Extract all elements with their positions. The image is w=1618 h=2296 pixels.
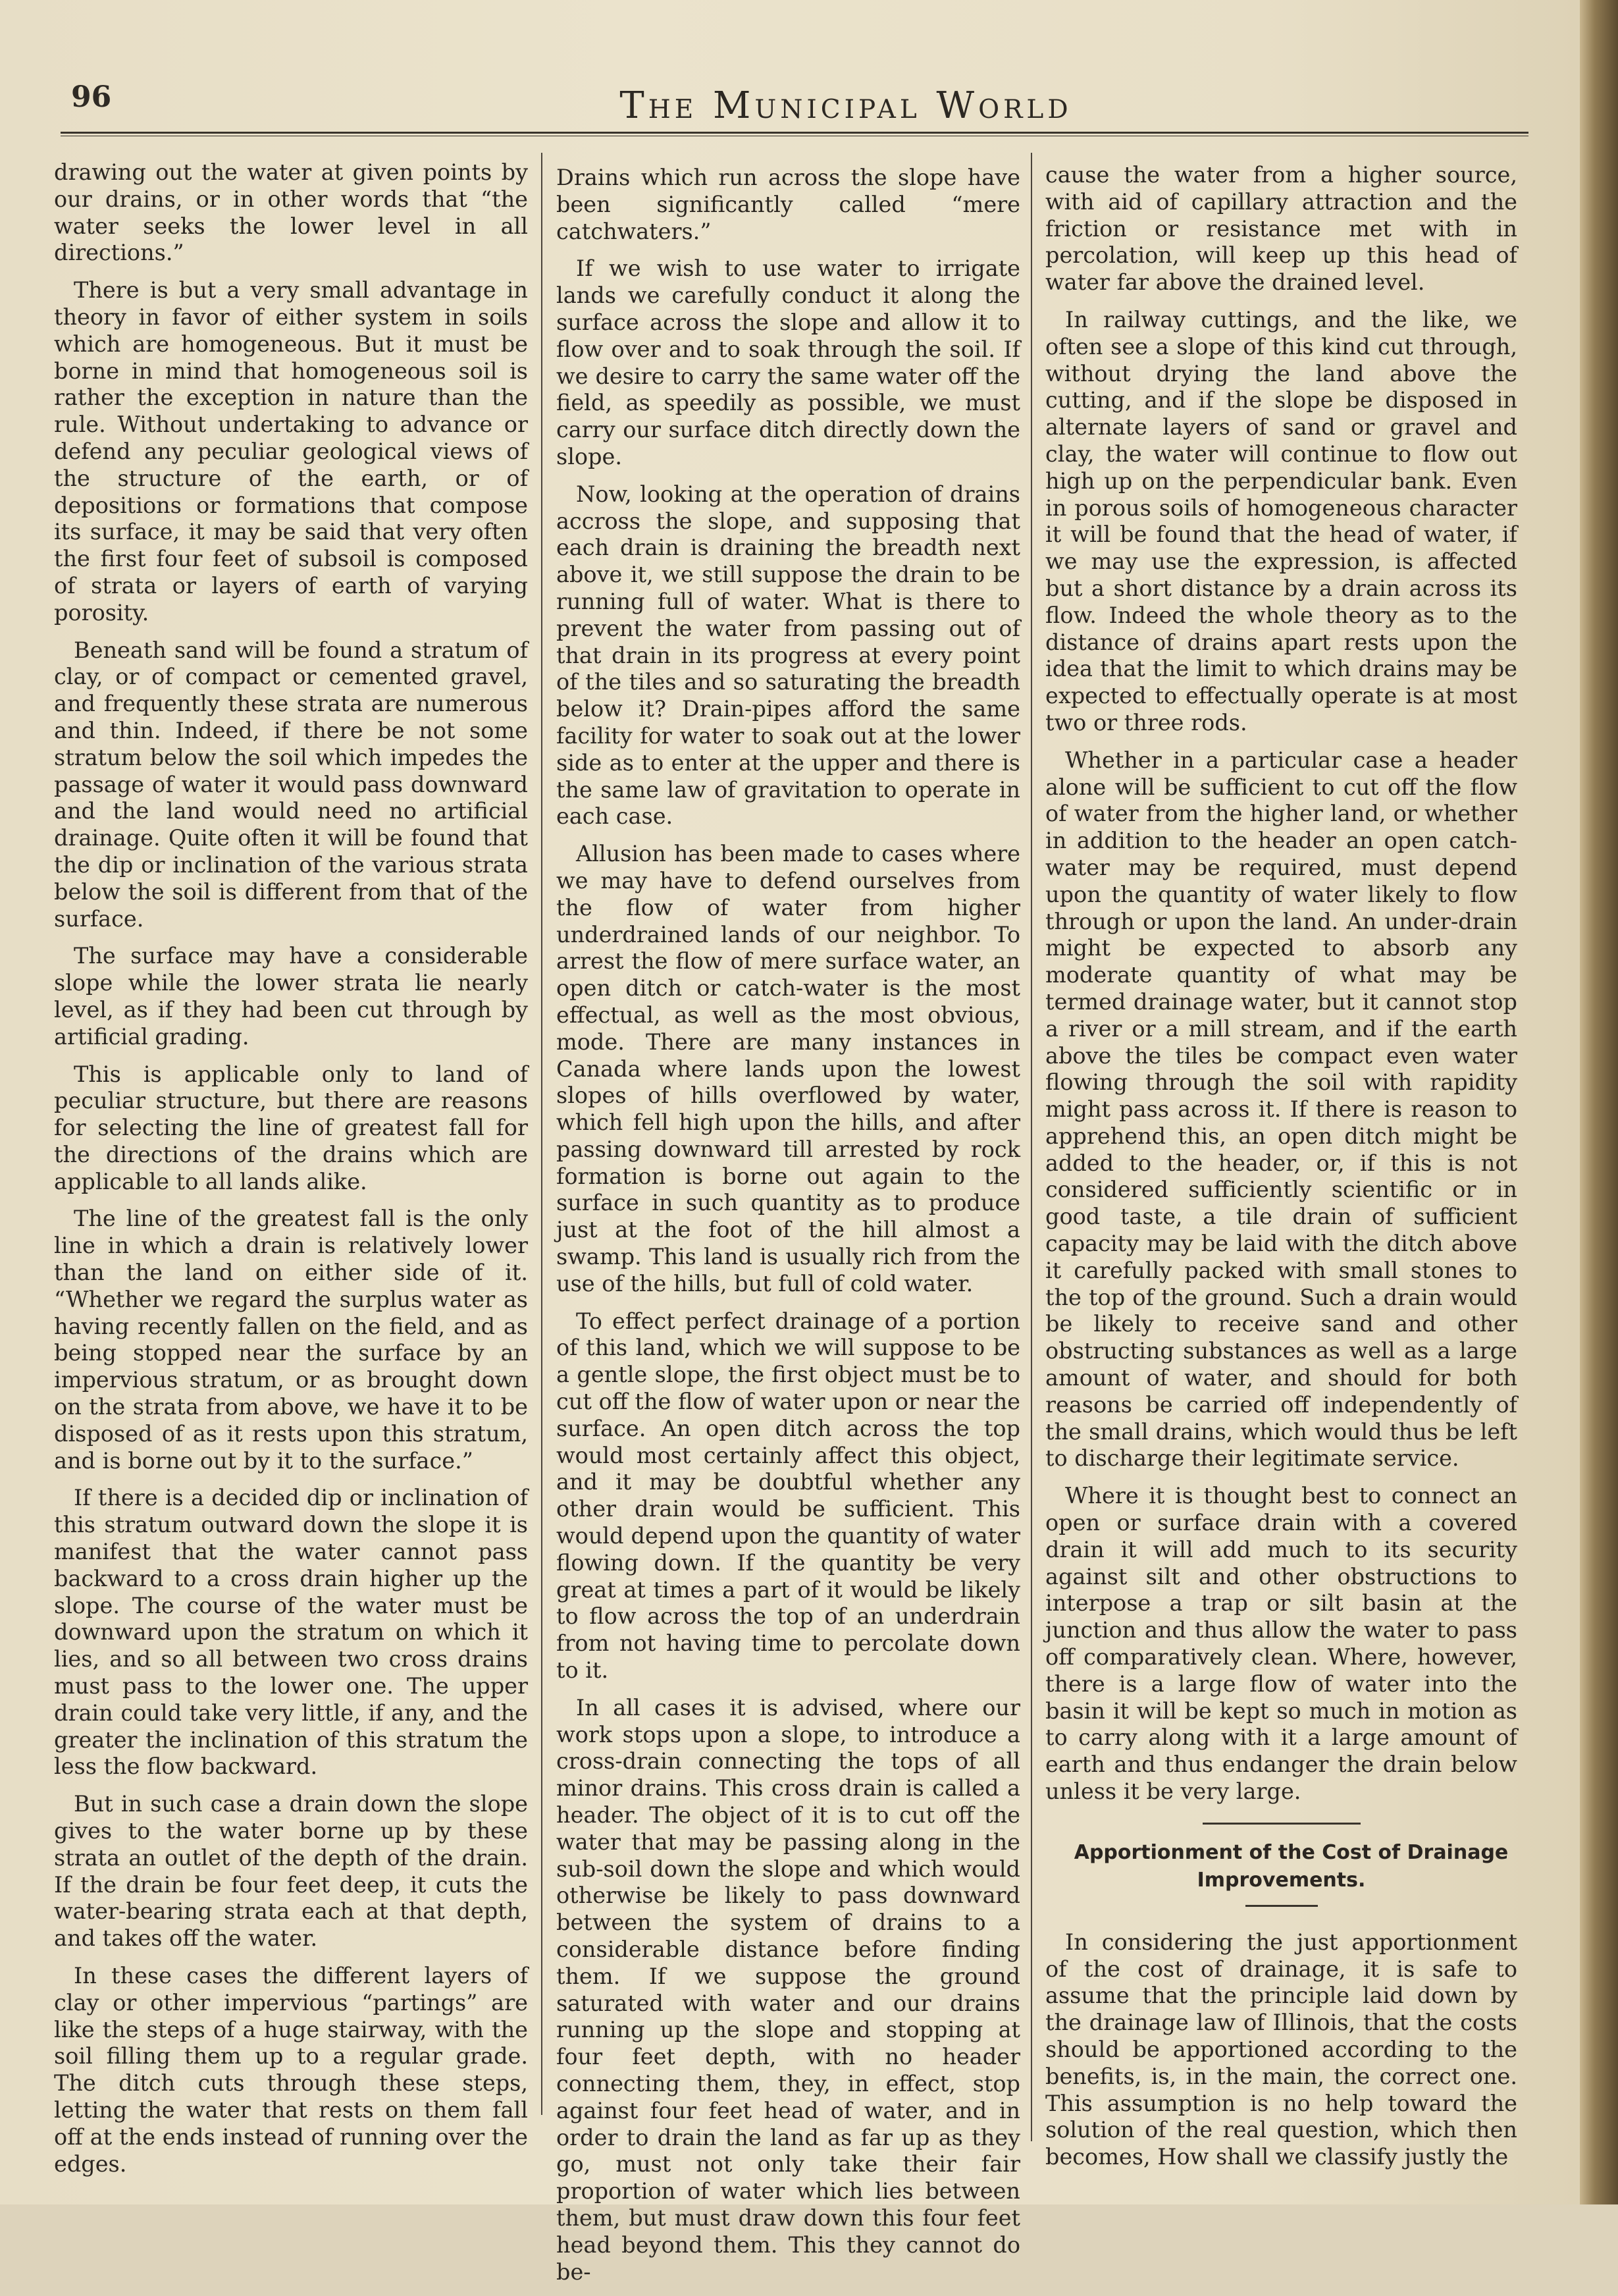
paragraph: This is applicable only to land of peculiar structure, but there are reasons for selecting the line of greatest fall for the directions of the drains which are applicable to all lands alike.	[54, 1061, 528, 1194]
paragraph: Allusion has been made to cases where we may have to defend ourselves from the flow of water from higher underdrained lands of our neighbor. To arrest the flow of mere surface water, an open ditch or catch-water is the most effectual, as well as the most obvious, mode. There are many instances in Canada where lands upon the lowest slopes of hills overflowed by water, which fell high upon the hills, and after passing downward till arrested by rock formation is borne out again to the surface in such quantity as to produce just at the foot of the hill almost a swamp. This land is usually rich from the use of the hills, but full of cold water.	[556, 841, 1020, 1296]
header-rule	[61, 132, 1528, 136]
paragraph: There is but a very small advantage in theory in favor of either system in soils which are homogeneous. But it must be borne in mind that homogeneous soil is rather the exception in nature than the rule. Without undertaking to advance or defend any peculiar geological views of the structure of the earth, or of depositions or formations that compose its surface, it may be said that very often the first four feet of subsoil is composed of strata or layers of earth of varying porosity.	[54, 277, 528, 626]
column-divider	[1031, 153, 1032, 2141]
paragraph: In these cases the different layers of clay or other impervious “partings” are like the steps of a huge stairway, with the soil filling them up to a regular grade. The ditch cuts through these steps, letting the water that rests on them fall off at the ends instead of running over the edges.	[54, 1963, 528, 2177]
paragraph: To effect perfect drainage of a portion of this land, which we will suppose to be a gentle slope, the first object must be to cut off the flow of water upon or near the surface. An open ditch across the top would most certainly affect this object, and it may be doubtful whether any other drain would be sufficient. This would depend upon the quantity of water flowing down. If the quantity be very great at times a part of it would be likely to flow across the top of an underdrain from not having time to percolate down to it.	[556, 1308, 1020, 1684]
page-number: 96	[71, 80, 112, 114]
masthead-title: The Municipal World	[619, 84, 1072, 127]
paragraph: The surface may have a considerable slope while the lower strata lie nearly level, as if they had been cut through by artificial grading.	[54, 943, 528, 1050]
section-divider	[1203, 1823, 1361, 1825]
paragraph: In railway cuttings, and the like, we often see a slope of this kind cut through, without drying the land above the cutting, and if the slope be disposed in alternate layers of sand or gravel and clay, the water will continue to flow out high up on the perpendicular bank. Even in porous soils of homogeneous character it will be found that the head of water, if we may use the expression, is affected but a short distance by a drain across its flow. Indeed the whole theory as to the distance of drains apart rests upon the idea that the limit to which drains may be expected to effectually operate is at most two or three rods.	[1045, 306, 1517, 735]
paragraph: Drains which run across the slope have been significantly called “mere catchwaters.”	[556, 165, 1020, 244]
column-divider	[541, 153, 542, 2115]
text-column-3	[1045, 162, 1517, 2181]
paragraph: cause the water from a higher source, with aid of capillary attraction and the friction or resistance met with in percolation, will keep up this head of water far above the drained level.	[1045, 162, 1517, 296]
paragraph: Whether in a particular case a header alone will be sufficient to cut off the flow of water from the higher land, or whether in addition to the header an open catch-water may be required, must depend upon the quantity of water likely to flow through or upon the land. An under-drain might be expected to absorb any moderate quantity of what may be termed drainage water, but it cannot stop a river or a mill stream, and if the earth above the tiles be compact even water flowing through the soil with rapidity might pass across it. If there is reason to apprehend this, an open ditch might be added to the header, or, if this is not considered sufficiently scientific or in good taste, a tile drain of sufficient capacity may be laid with the ditch above it carefully packed with small stones to the top of the ground. Such a drain would be likely to receive sand and other obstructing substances as well as a large amount of water, and should for both reasons be carried off independently of the small drains, which would thus be left to discharge their legitimate service.	[1045, 747, 1517, 1472]
paragraph: Beneath sand will be found a stratum of clay, or of compact or cemented gravel, and frequently these strata are numerous and thin. Indeed, if there be not some stratum below the soil which impedes the passage of water it would pass downward and the land would need no artificial drainage. Quite often it will be found that the dip or inclination of the various strata below the soil is different from that of the surface.	[54, 637, 528, 932]
book-spine-edge	[1580, 0, 1618, 2204]
paragraph: If we wish to use water to irrigate lands we carefully conduct it along the surface across the slope and allow it to flow over and to soak through the soil. If we desire to carry the same water off the field, as speedily as possible, we must carry our surface ditch directly down the slope.	[556, 255, 1020, 469]
text-column-2	[556, 165, 1020, 2296]
paragraph: drawing out the water at given points by our drains, or in other words that “the water seeks the lower level in all directions.”	[54, 159, 528, 266]
paragraph: The line of the greatest fall is the only line in which a drain is relatively lower than the land on either side of it. “Whether we regard the surplus water as having recently fallen on the field, and as being stopped near the surface by an impervious stratum, or as brought down on the strata from above, we have it to be disposed of as it rests upon this stratum, and is borne out by it to the surface.”	[54, 1206, 528, 1474]
section-heading: Apportionment of the Cost of Drainage Improvements.	[1074, 1840, 1509, 1892]
paragraph: In considering the just apportionment of the cost of drainage, it is safe to assume that the principle laid down by the drainage law of Illinois, that the costs should be apportioned according to the benefits, is, in the main, the correct one. This assumption is no help toward the solution of the real question, which then becomes, How shall we classify justly the	[1045, 1929, 1517, 2170]
paragraph: If there is a decided dip or inclination of this stratum outward down the slope it is manifest that the water cannot pass backward to a cross drain higher up the slope. The course of the water must be downward upon the stratum on which it lies, and so all between two cross drains must pass to the lower one. The upper drain could take very little, if any, and the greater the inclination of this stratum the less the flow backward.	[54, 1485, 528, 1780]
section-divider	[1245, 1905, 1318, 1907]
paragraph: But in such case a drain down the slope gives to the water borne up by these strata an outlet of the depth of the drain. If the drain be four feet deep, it cuts the water-bearing strata each at that depth, and takes off the water.	[54, 1791, 528, 1952]
paragraph: In all cases it is advised, where our work stops upon a slope, to introduce a cross-drain connecting the tops of all minor drains. This cross drain is called a header. The object of it is to cut off the water that may be passing along in the sub-soil down the slope and which would otherwise be likely to pass downward between the system of drains to a considerable distance before finding them. If we suppose the ground saturated with water and our drains running up the slope and stopping at four feet depth, with no header connecting them, they, in effect, stop against four feet head of water, and in order to drain the land as far up as they go, must not only take their fair proportion of water which lies between them, but must draw down this four feet head beyond them. This they cannot do be-	[556, 1694, 1020, 2285]
text-column-1	[54, 159, 528, 2188]
paragraph: Now, looking at the operation of drains accross the slope, and supposing that each drain is draining the breadth next above it, we still suppose the drain to be running full of water. What is there to prevent the water from passing out of that drain in its progress at every point of the tiles and so saturating the breadth below it? Drain-pipes afford the same facility for water to soak out at the lower side as to enter at the upper and there is the same law of gravitation to operate in each case.	[556, 481, 1020, 830]
paragraph: Where it is thought best to connect an open or surface drain with a covered drain it will add much to its security against silt and other obstructions to interpose a trap or silt basin at the junction and thus allow the water to pass off comparatively clean. Where, however, there is a large flow of water into the basin it will be kept so much in motion as to carry along with it a large amount of earth and thus endanger the drain below unless it be very large.	[1045, 1483, 1517, 1805]
